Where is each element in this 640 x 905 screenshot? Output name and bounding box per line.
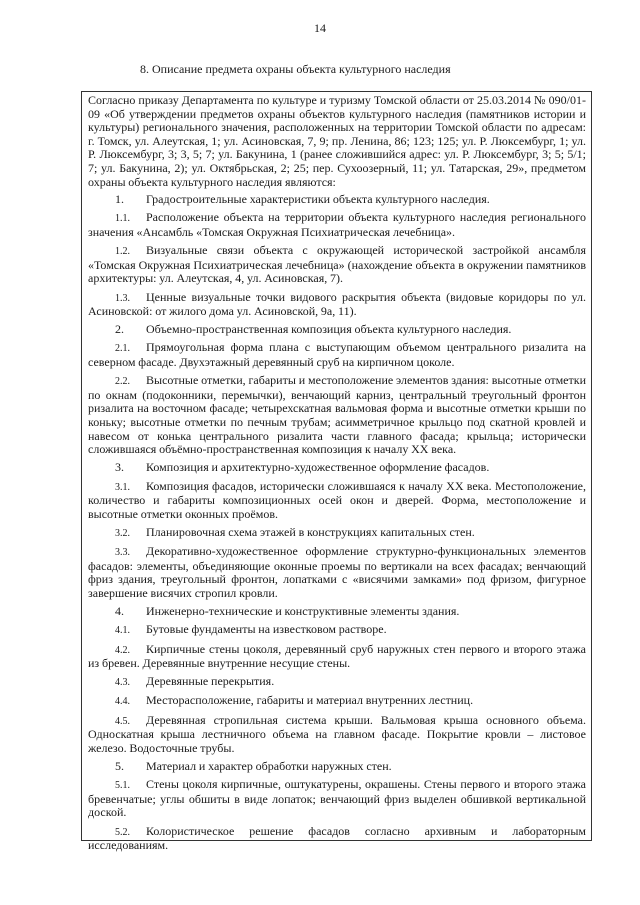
item-number: 5.1. — [115, 780, 130, 792]
item-text: Визуальные связи объекта с окружающей исторической застройкой ансамбля «Томская Окружная Психиатрическая лечебница» (нахождение объекта в окружении памятников архитектуры: ул. Алеутская, 4, ул. Асиновская, 7). — [88, 243, 586, 286]
list-item — [88, 778, 586, 820]
list-item — [88, 193, 586, 207]
item-text: Планировочная схема этажей в конструкциях капитальных стен. — [146, 524, 475, 539]
list-item — [88, 623, 586, 638]
list-item — [88, 461, 586, 475]
item-number: 3.3. — [115, 547, 130, 559]
item-number: 4.4. — [115, 696, 130, 708]
item-text: Стены цоколя кирпичные, оштукатурены, окрашены. Стены первого и второго этажа бревенчатые; углы обшиты в виде лопаток; венчающий фриз выделен обшивкой вертикальной доской. — [88, 777, 586, 820]
page-number: 14 — [314, 21, 326, 35]
list-item — [88, 323, 586, 337]
item-number: 4.3. — [115, 677, 130, 689]
list-item — [88, 714, 586, 756]
item-text: Колористическое решение фасадов согласно архивным и лабораторным исследованиям. — [88, 823, 586, 853]
item-text: Месторасположение, габариты и материал внутренних лестниц. — [146, 693, 474, 708]
item-number: 1. — [115, 192, 124, 207]
list-item — [88, 341, 586, 369]
item-number: 5.2. — [115, 826, 130, 838]
item-text: Высотные отметки, габариты и местоположение элементов здания: высотные отметки по окнам (подоконники, перемычки), венчающий карниз, центральный треугольный фронтон ризалита на восточном фасаде; четырехскатная вальмовая форма и высотные отметки крыши по коньку; высотные отметки по печным трубам; асимметричное крыльцо под скатной кровлей и навесом от конька центрального ризалита части главного фасада; крыльца; исторически сложившаяся объёмно-пространственная композиция к началу XX века. — [88, 373, 586, 457]
item-text: Деревянные перекрытия. — [146, 674, 275, 689]
section-title: 8. Описание предмета охраны объекта культурного наследия — [140, 62, 451, 76]
list-item — [88, 675, 586, 690]
item-number: 2.1. — [115, 343, 130, 355]
intro-paragraph: Согласно приказу Департамента по культуре и туризму Томской области от 25.03.2014 № 090/01-09 «Об утверждении предметов охраны объектов культурного наследия (памятников истории и культуры) регионального значения, расположенных на территории Томской области по адресам: г. Томск, ул. Алеутская, 1; ул. Асиновская, 7, 9; пр. Ленина, 86; 123; 125; ул. Р. Люксембург, 1; ул. Р. Люксембург, 3; 3, 5; 7; ул. Бакунина, 1 (ранее сложившийся адрес: ул. Р. Люксембург, 3; 5; 5/1; 7; ул. Бакунина, 2); ул. Октябрьская, 2; 25; пер. Сухоозерный, 11; ул. Татарская, 29», предметом охраны объекта культурного наследия являются: — [88, 93, 586, 189]
item-number: 2.2. — [115, 376, 130, 388]
items-list — [88, 193, 586, 853]
list-item — [88, 545, 586, 600]
item-number: 4. — [115, 604, 124, 619]
list-item — [88, 374, 586, 457]
list-item — [88, 825, 586, 853]
item-number: 4.5. — [115, 715, 130, 727]
list-item — [88, 605, 586, 619]
list-item — [88, 526, 586, 541]
list-item — [88, 760, 586, 774]
item-number: 1.3. — [115, 292, 130, 304]
item-number: 3. — [115, 460, 124, 475]
item-text: Объемно-пространственная композиция объекта культурного наследия. — [146, 322, 512, 337]
item-number: 1.1. — [115, 213, 130, 225]
item-text: Бутовые фундаменты на известковом растворе. — [146, 622, 387, 637]
list-item — [88, 480, 586, 522]
list-item — [88, 643, 586, 671]
item-text: Градостроительные характеристики объекта культурного наследия. — [146, 192, 490, 207]
list-item — [88, 211, 586, 239]
item-text: Прямоугольная форма плана с выступающим объемом центрального ризалита на северном фасаде. Двухэтажный деревянный сруб на кирпичном цоколе. — [88, 340, 586, 370]
item-text: Расположение объекта на территории объекта культурного наследия регионального значения «Ансамбль «Томская Окружная Психиатрическая лечебница». — [88, 210, 586, 239]
item-text: Ценные визуальные точки видового раскрытия объекта (видовые коридоры по ул. Асиновской: от жилого дома ул. Асиновской, 9а, 11). — [88, 289, 586, 319]
protection-subject-box — [81, 91, 592, 853]
item-text: Композиция фасадов, исторически сложившаяся к началу XX века. Местоположение, количество и габариты композиционных осей окон и дверей. Форма, местоположение и высотные отметки оконных проёмов. — [88, 478, 586, 521]
item-number: 1.2. — [115, 246, 130, 258]
item-number: 4.1. — [115, 625, 130, 637]
item-number: 4.2. — [115, 644, 130, 656]
item-text: Инженерно-технические и конструктивные элементы здания. — [146, 604, 460, 619]
list-item — [88, 244, 586, 286]
item-text: Декоративно-художественное оформление структурно-функциональных элементов фасадов: элементы, объединяющие оконные проемы по вертикали на всех фасадах; венчающий фриз здания, треугольный фронтон, лопатками с «висячими замками» под фризом, фигурное завершение висячих стропил кровли. — [88, 544, 586, 600]
list-item — [88, 694, 586, 709]
item-text: Деревянная стропильная система крыши. Вальмовая крыша основного объема. Односкатная крыша лестничного объема на главном фасаде. Покрытие кровли – листовое железо. Водосточные трубы. — [88, 712, 586, 755]
item-number: 3.2. — [115, 527, 130, 539]
list-item — [88, 291, 586, 319]
item-number: 5. — [115, 759, 124, 774]
item-text: Композиция и архитектурно-художественное оформление фасадов. — [146, 460, 490, 475]
item-text: Кирпичные стены цоколя, деревянный сруб наружных стен первого и второго этажа из бревен. Деревянные внутренние несущие стены. — [88, 641, 586, 671]
item-number: 2. — [115, 322, 124, 337]
item-text: Материал и характер обработки наружных стен. — [146, 759, 392, 774]
item-number: 3.1. — [115, 481, 130, 493]
